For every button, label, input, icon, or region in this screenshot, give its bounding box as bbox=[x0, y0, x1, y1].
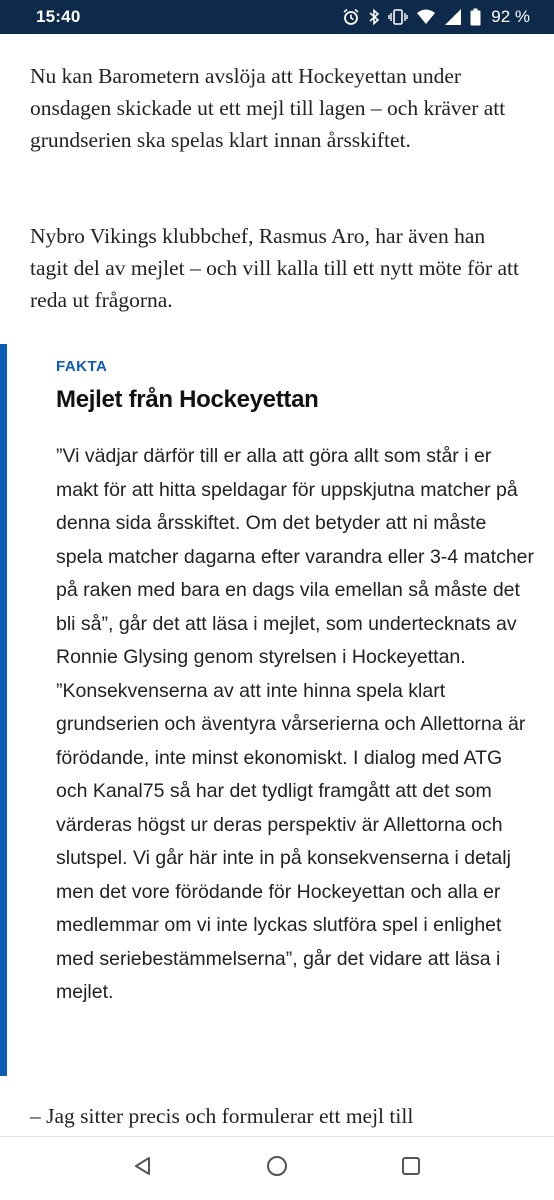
status-time: 15:40 bbox=[36, 7, 81, 26]
signal-icon bbox=[444, 8, 462, 26]
recents-icon bbox=[401, 1156, 421, 1181]
bluetooth-icon bbox=[368, 8, 380, 26]
article-paragraph: – Jag sitter precis och formulerar ett mejl till bbox=[30, 1104, 414, 1128]
battery-icon bbox=[470, 8, 481, 26]
battery-percent: 92 % bbox=[491, 7, 530, 26]
article-paragraph: Nybro Vikings klubbchef, Rasmus Aro, har även han tagit del av mejlet – och vill kalla till ett nytt möte för att reda ut frågorna. bbox=[30, 224, 519, 312]
fakta-body bbox=[56, 440, 538, 1010]
home-icon bbox=[266, 1155, 288, 1182]
status-icons bbox=[342, 7, 530, 27]
fakta-label: FAKTA bbox=[56, 358, 108, 375]
vibrate-icon bbox=[388, 8, 408, 26]
fakta-quote: ”Vi vädjar därför till er alla att göra allt som står i er makt för att hitta speldagar för uppskjutna matcher på denna sida årsskiftet. Om det betyder att ni måste spela matcher dagarna efter varandra eller 3-4 matcher på raken med bara en dags vila emellan så måste det bli så”, går det att läsa i mejlet, som undertecknats av Ronnie Glysing genom styrelsen i Hockeyettan. bbox=[56, 445, 534, 668]
alarm-icon bbox=[342, 8, 360, 26]
back-icon bbox=[133, 1156, 153, 1181]
article-paragraph: Nu kan Barometern avslöja att Hockeyettan under onsdagen skickade ut ett mejl till lagen – och kräver att grundserien ska spelas klart innan årsskiftet. bbox=[30, 64, 506, 152]
back-button[interactable] bbox=[76, 1137, 210, 1200]
fakta-box bbox=[0, 344, 554, 1076]
recents-button[interactable] bbox=[344, 1137, 478, 1200]
wifi-icon bbox=[416, 8, 436, 26]
home-button[interactable] bbox=[210, 1137, 344, 1200]
article-content[interactable] bbox=[0, 34, 554, 1136]
fakta-title: Mejlet från Hockeyettan bbox=[56, 386, 319, 413]
navigation-bar bbox=[0, 1136, 554, 1200]
status-bar bbox=[0, 0, 554, 34]
fakta-quote: ”Konsekvenserna av att inte hinna spela klart grundserien och äventyra vårserierna och Allettorna är förödande, inte minst ekonomiskt. I dialog med ATG och Kanal75 så har det tydligt framgått att det som värderas högst ur deras perspektiv är Allettorna och slutspel. Vi går här inte in på konsekvenserna i detalj men det vore förödande för Hockeyettan och alla er medlemmar om vi inte lyckas slutföra spel i enlighet med seriebestämmelserna”, går det vidare att läsa i mejlet. bbox=[56, 679, 526, 1003]
